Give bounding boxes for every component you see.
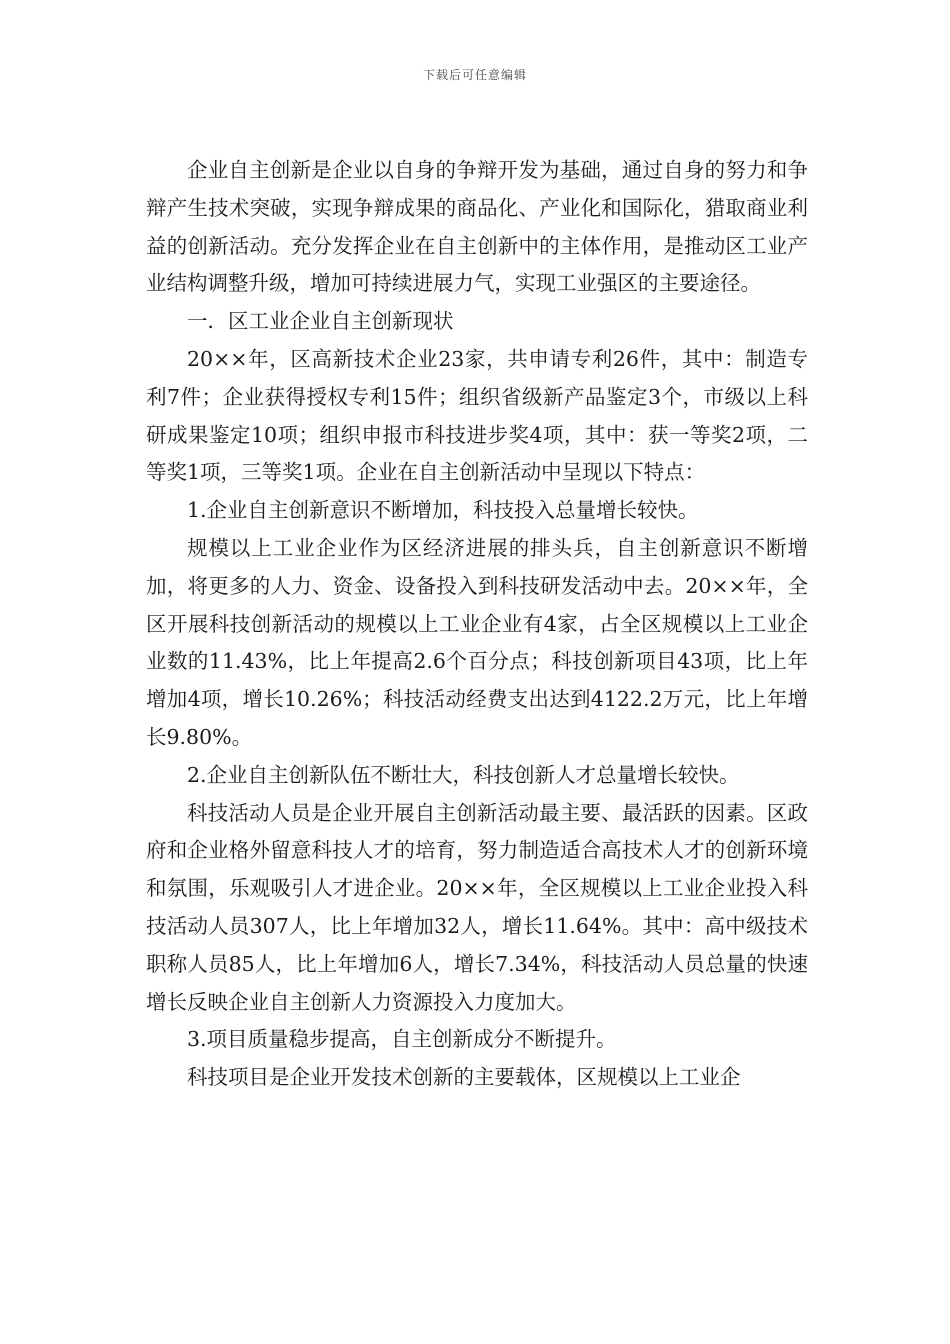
document-body [146,152,808,1097]
paragraph-personnel: 科技活动人员是企业开展自主创新活动最主要、最活跃的因素。区政府和企业格外留意科技人才的培育，努力制造适合高技术人才的创新环境和氛围，乐观吸引人才进企业。20××年，全区规模以上工业企业投入科技活动人员307人，比上年增加32人，增长11.64%。其中：高中级技术职称人员85人，比上年增加6人，增长7.34%，科技活动人员总量的快速增长反映企业自主创新人力资源投入力度加大。 [146,800,808,1014]
paragraph-investment: 规模以上工业企业作为区经济进展的排头兵，自主创新意识不断增加，将更多的人力、资金、设备投入到科技研发活动中去。20××年，全区开展科技创新活动的规模以上工业企业有4家，占全区规模以上工业企业数的11.43%，比上年提高2.6个百分点；科技创新项目43项，比上年增加4项，增长10.26%；科技活动经费支出达到4122.2万元，比上年增长9.80%。 [146,535,808,749]
subheading-1: 1.企业自主创新意识不断增加，科技投入总量增长较快。 [187,498,699,523]
paragraph-intro: 企业自主创新是企业以自身的争辩开发为基础，通过自身的努力和争辩产生技术突破，实现争辩成果的商品化、产业化和国际化，猎取商业利益的创新活动。充分发挥企业在自主创新中的主体作用，是推动区工业产业结构调整升级，增加可持续进展力气，实现工业强区的主要途径。 [146,158,808,296]
paragraph-overview: 20××年，区高新技术企业23家，共申请专利26件，其中：制造专利7件；企业获得授权专利15件；组织省级新产品鉴定3个，市级以上科研成果鉴定10项；组织申报市科技进步奖4项，其中：获一等奖2项，二等奖1项，三等奖1项。企业在自主创新活动中呈现以下特点： [146,346,808,485]
page-header: 下载后可任意编辑 [422,68,527,82]
subheading-2: 2.企业自主创新队伍不断壮大，科技创新人才总量增长较快。 [187,762,740,787]
section-heading-1: 一．区工业企业自主创新现状 [187,309,454,334]
subheading-3: 3.项目质量稳步提高，自主创新成分不断提升。 [187,1027,617,1052]
paragraph-projects: 科技项目是企业开发技术创新的主要载体，区规模以上工业企 [187,1065,741,1090]
